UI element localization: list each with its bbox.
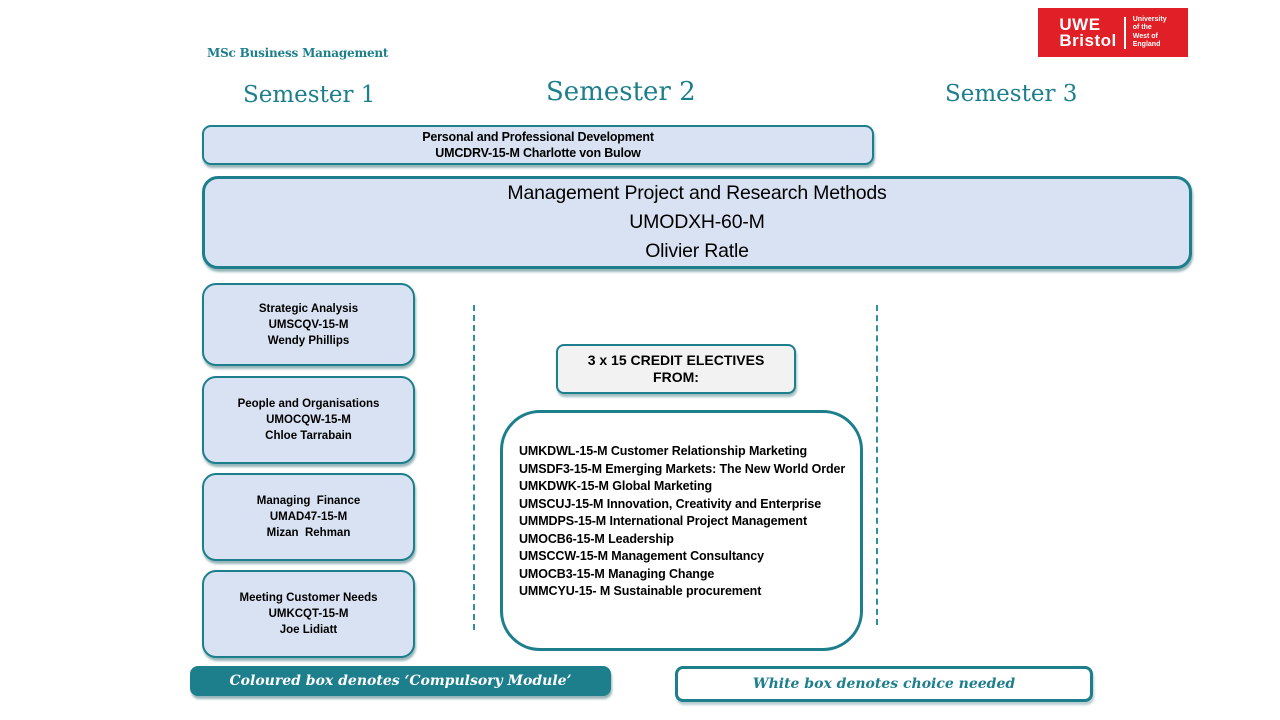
module-code: UMSCQV-15-M <box>268 318 349 331</box>
module-code: UMOCQW-15-M <box>266 414 351 426</box>
electives-header-box: 3 x 15 CREDIT ELECTIVES FROM: <box>556 344 796 394</box>
semester-divider-right <box>876 305 878 625</box>
legend-compulsory-module: Coloured box denotes ‘Compulsory Module’ <box>190 666 611 696</box>
logo-divider <box>1124 17 1126 49</box>
module-title: Personal and Professional Development <box>422 130 654 144</box>
module-leader: Joe Lidiatt <box>279 624 338 636</box>
legend-choice-needed: White box denotes choice needed <box>675 666 1093 702</box>
module-box-strategic-analysis <box>202 283 415 366</box>
elective-item: UMOCB6-15-M Leadership <box>519 531 674 546</box>
semester-2-heading: Semester 2 <box>546 77 696 107</box>
module-title: Management Project and Research Methods <box>507 182 887 204</box>
module-code: UMKCQT-15-M <box>268 608 349 620</box>
logo-wordmark <box>1059 14 1117 50</box>
module-code-leader: UMCDRV-15-M Charlotte von Bulow <box>435 146 641 160</box>
elective-item: UMOCB3-15-M Managing Change <box>519 566 715 581</box>
elective-item: UMSDF3-15-M Emerging Markets: The New World Order <box>519 461 846 476</box>
semester-3-heading: Semester 3 <box>945 81 1078 107</box>
logo-line-bristol: Bristol <box>1059 30 1117 50</box>
module-code: UMODXH-60-M <box>629 211 765 233</box>
program-title: MSc Business Management <box>207 46 389 60</box>
uwe-bristol-logo <box>1038 8 1188 57</box>
semester-1-heading: Semester 1 <box>243 82 376 108</box>
elective-item: UMSCUJ-15-M Innovation, Creativity and Enterprise <box>519 496 822 511</box>
elective-item: UMKDWK-15-M Global Marketing <box>519 479 713 493</box>
logo-line-uwe: UWE <box>1059 14 1101 34</box>
module-title: Managing Finance <box>256 495 361 507</box>
elective-item: UMKDWL-15-M Customer Relationship Marketing <box>519 444 808 458</box>
elective-item: UMSCCW-15-M Management Consultancy <box>519 549 764 563</box>
logo-tagline: University of the West of England <box>1132 15 1167 48</box>
module-leader: Wendy Phillips <box>267 334 350 347</box>
module-code: UMAD47-15-M <box>269 511 348 523</box>
electives-list-box <box>500 410 863 651</box>
semester-divider-left <box>473 305 475 630</box>
module-title: People and Organisations <box>237 398 380 410</box>
module-box-people-and-organisations <box>202 376 415 464</box>
module-leader: Chloe Tarrabain <box>265 430 352 442</box>
module-box-management-project <box>202 176 1192 269</box>
module-title: Strategic Analysis <box>258 302 359 315</box>
module-box-personal-professional-development <box>202 125 874 165</box>
module-box-meeting-customer-needs <box>202 570 415 658</box>
module-title: Meeting Customer Needs <box>239 592 378 604</box>
module-leader: Mizan Rehman <box>266 527 351 539</box>
module-leader: Olivier Ratle <box>645 240 749 262</box>
elective-item: UMMCYU-15- M Sustainable procurement <box>519 584 762 598</box>
elective-item: UMMDPS-15-M International Project Management <box>519 514 808 528</box>
module-box-managing-finance <box>202 473 415 561</box>
